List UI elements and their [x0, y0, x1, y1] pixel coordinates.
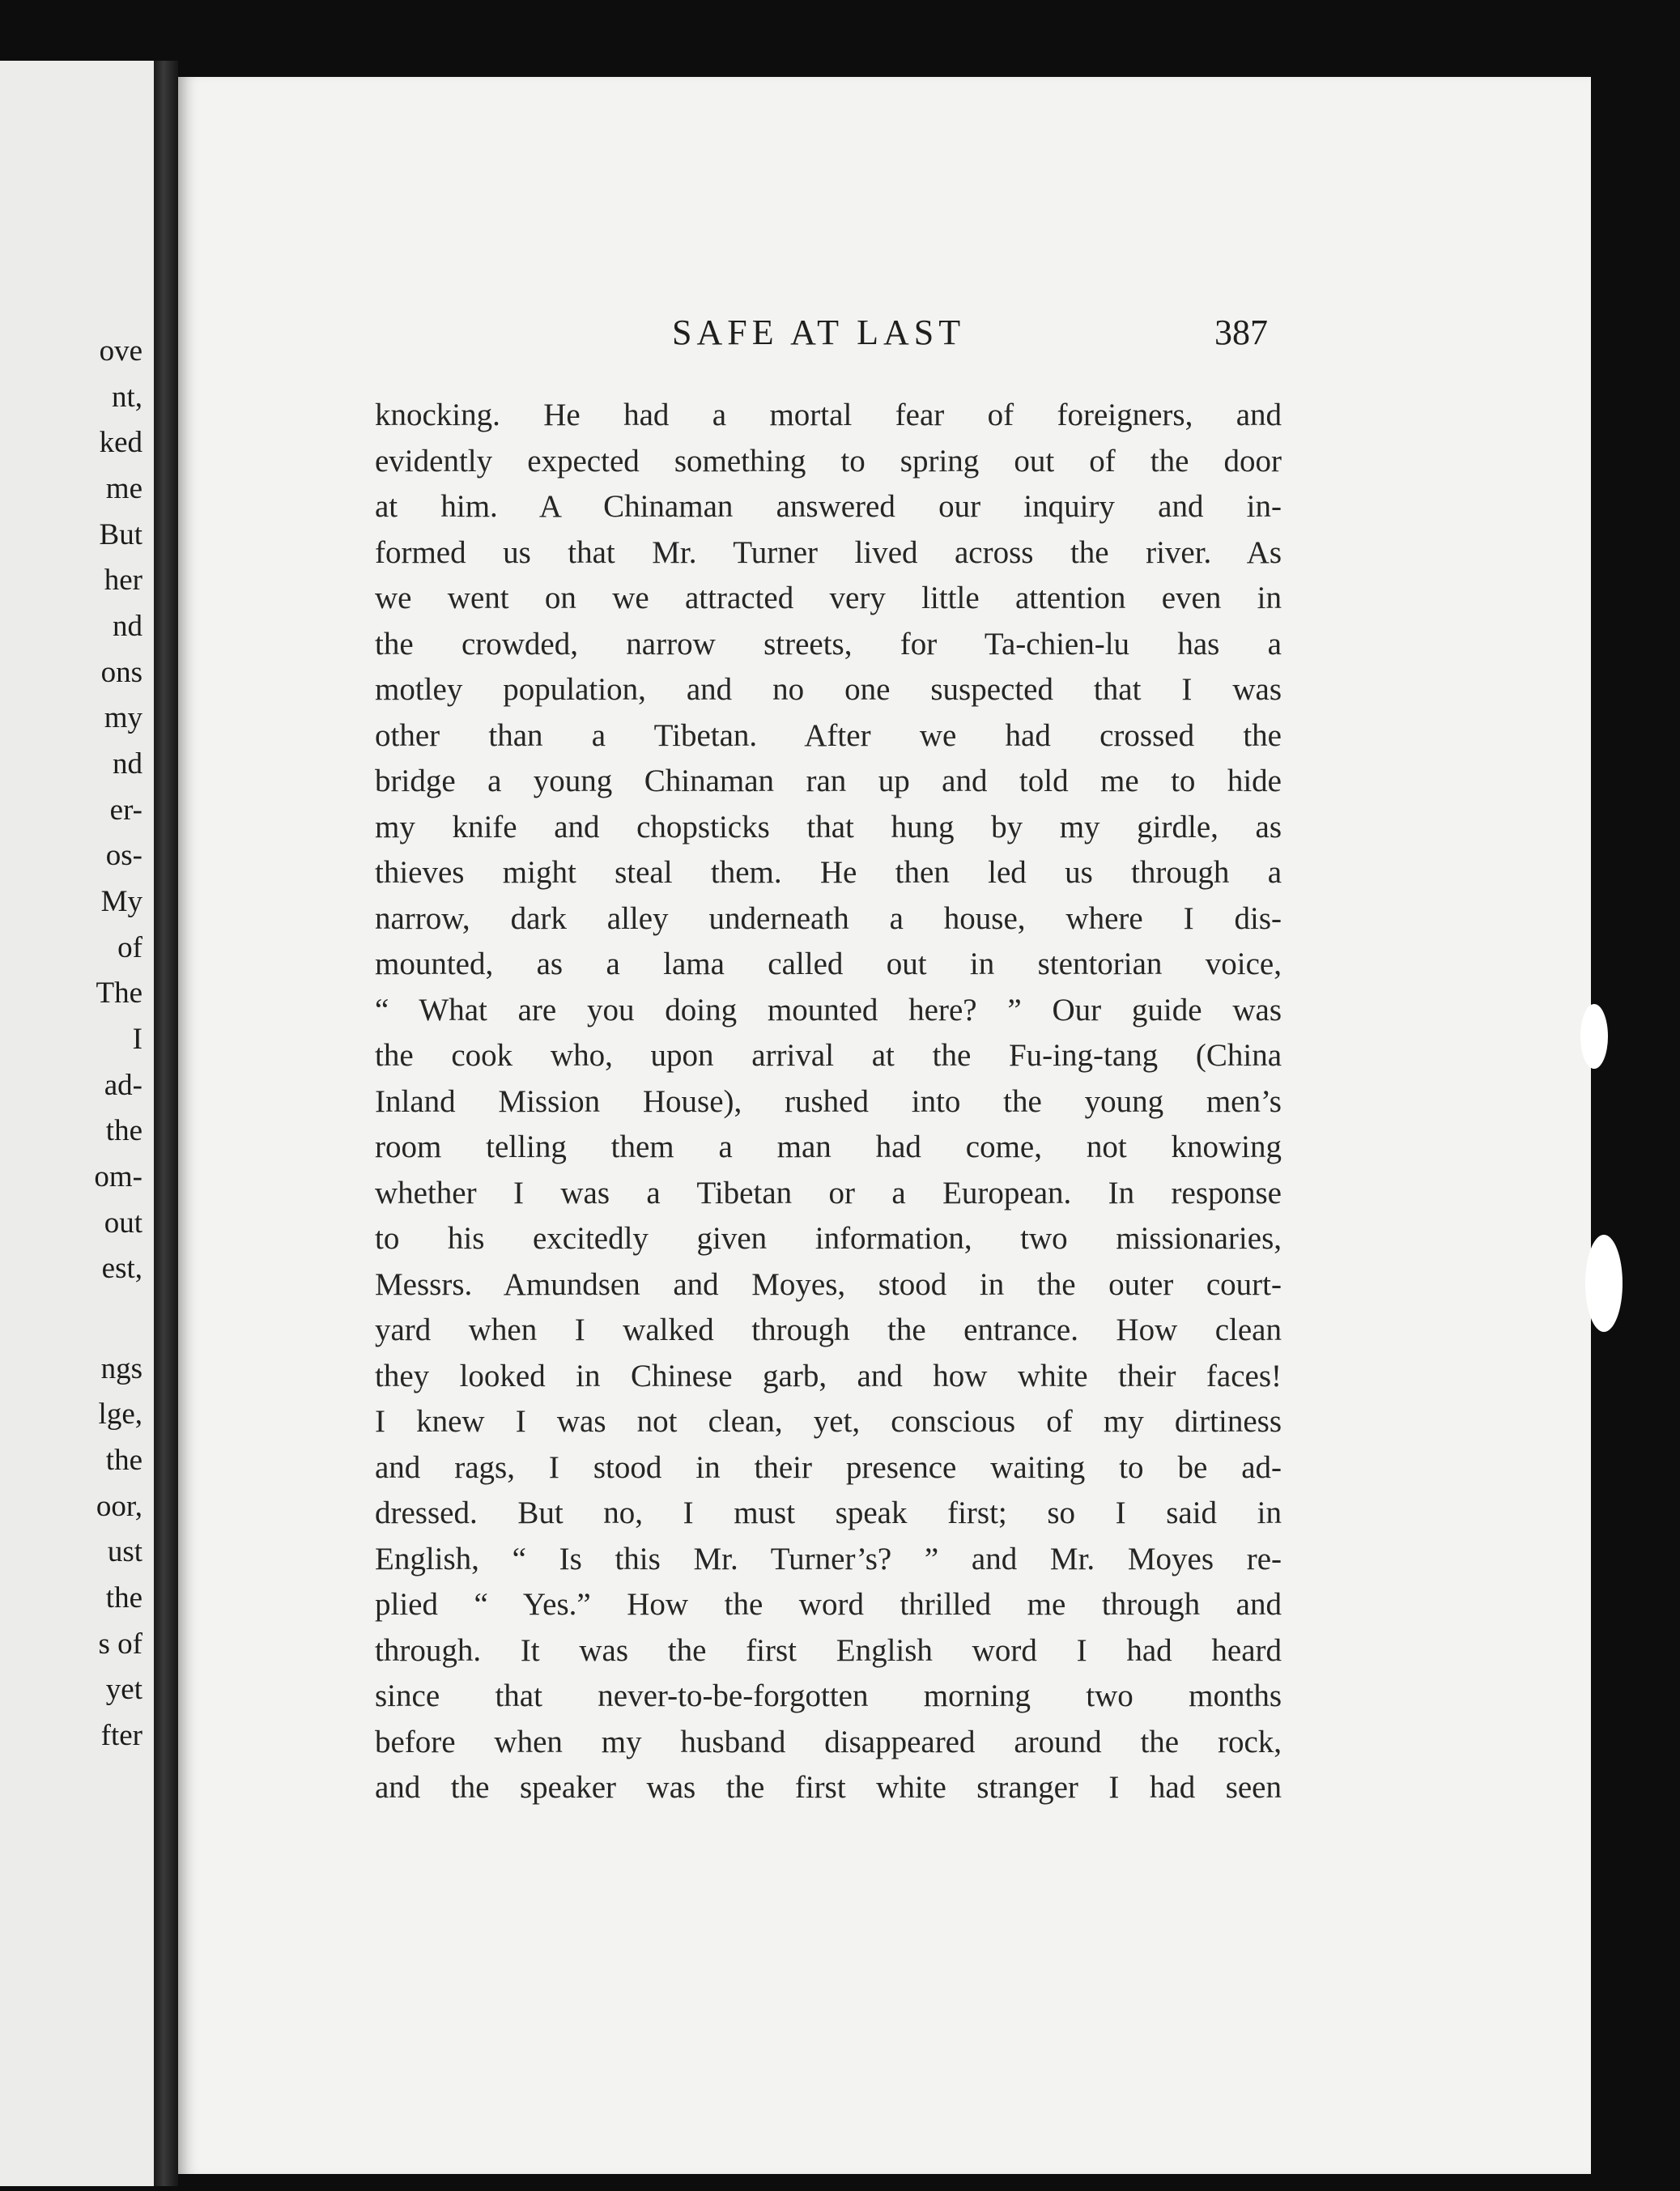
text-line: my knife and chopsticks that hung by my girdle, as: [375, 809, 1282, 844]
text-line: evidently expected something to spring out of the door: [375, 443, 1282, 479]
text-line: dressed. But no, I must speak first; so I said in: [375, 1495, 1282, 1530]
book-gutter: [154, 61, 178, 2186]
paper-damage-spot: [1580, 1004, 1608, 1069]
text-line: since that never-to-be-forgotten morning two months: [375, 1678, 1282, 1713]
left-page-fragment: yet: [105, 1673, 142, 1706]
text-line: plied “ Yes.” How the word thrilled me through and: [375, 1587, 1282, 1622]
text-line: and rags, I stood in their presence waiting to be ad-: [375, 1449, 1282, 1485]
left-page-fragment: I: [132, 1023, 142, 1056]
left-page-fragment: me: [105, 472, 142, 505]
text-line: the cook who, upon arrival at the Fu-ing-tang (China: [375, 1038, 1282, 1073]
body-text: [375, 393, 1282, 1811]
text-line: English, “ Is this Mr. Turner’s? ” and Mr. Moyes re-: [375, 1541, 1282, 1576]
book-page: [178, 77, 1591, 2174]
text-line: before when my husband disappeared around the rock,: [375, 1724, 1282, 1759]
text-line: we went on we attracted very little attention even in: [375, 581, 1282, 615]
text-line: Messrs. Amundsen and Moyes, stood in the outer court-: [375, 1266, 1282, 1302]
text-line: formed us that Mr. Turner lived across the river. As: [375, 534, 1282, 570]
text-line: knocking. He had a mortal fear of foreigners, and: [375, 398, 1282, 432]
left-page-fragment: out: [104, 1206, 142, 1240]
left-page-fragment: lge,: [98, 1398, 142, 1431]
text-line: narrow, dark alley underneath a house, where I dis-: [375, 900, 1282, 936]
text-line: mounted, as a lama called out in stentorian voice,: [375, 947, 1282, 981]
left-page-fragment: the: [105, 1444, 142, 1477]
left-page-fragment: of: [117, 931, 142, 964]
left-page-fragment: est,: [101, 1252, 142, 1285]
left-page-fragment: The: [96, 976, 142, 1010]
left-page-fragment: nd: [113, 610, 142, 643]
left-page-fragment: s of: [98, 1627, 142, 1661]
left-page-fragment: nd: [113, 747, 142, 781]
left-page-fragment: ad-: [104, 1069, 142, 1102]
text-line: at him. A Chinaman answered our inquiry and in-: [375, 489, 1282, 524]
left-page-fragment: ngs: [100, 1352, 142, 1385]
text-line: room telling them a man had come, not knowing: [375, 1130, 1282, 1164]
text-line: yard when I walked through the entrance. How clean: [375, 1312, 1282, 1347]
text-line: Inland Mission House), rushed into the young men’s: [375, 1083, 1282, 1119]
text-line: to his excitedly given information, two missionaries,: [375, 1221, 1282, 1256]
left-page-fragment: My: [100, 885, 142, 918]
left-page-fragment: om-: [94, 1160, 142, 1193]
left-page-fragment: my: [104, 701, 142, 734]
text-line: bridge a young Chinaman ran up and told me to hide: [375, 764, 1282, 798]
page-number: 387: [1214, 313, 1268, 352]
paper-damage-spot: [1585, 1235, 1623, 1332]
left-page-edge: [0, 61, 154, 2186]
left-page-fragment: ked: [99, 426, 142, 459]
left-page-fragment: os-: [105, 839, 142, 872]
text-line: “ What are you doing mounted here? ” Our guide was: [375, 992, 1282, 1027]
text-line: motley population, and no one suspected that I was: [375, 672, 1282, 707]
left-page-fragment: ons: [100, 656, 142, 689]
left-page-fragment: But: [99, 518, 142, 551]
left-page-fragment: the: [105, 1581, 142, 1615]
text-line: I knew I was not clean, yet, conscious of my dirtiness: [375, 1404, 1282, 1439]
text-line: and the speaker was the first white stranger I had seen: [375, 1770, 1282, 1805]
left-page-fragment: her: [104, 564, 142, 597]
running-title: SAFE AT LAST: [672, 313, 966, 352]
text-line: thieves might steal them. He then led us through a: [375, 855, 1282, 890]
text-line: they looked in Chinese garb, and how white their faces!: [375, 1358, 1282, 1393]
running-head: [178, 312, 1591, 354]
left-page-fragment: fter: [100, 1719, 142, 1752]
text-line: through. It was the first English word I had heard: [375, 1632, 1282, 1668]
left-page-fragment: the: [105, 1114, 142, 1147]
left-page-fragment: ust: [107, 1535, 142, 1568]
left-page-fragment: oor,: [96, 1490, 142, 1523]
text-line: whether I was a Tibetan or a European. In response: [375, 1175, 1282, 1210]
text-line: other than a Tibetan. After we had crossed the: [375, 717, 1282, 753]
left-page-fragment: nt,: [111, 381, 142, 414]
text-line: the crowded, narrow streets, for Ta-chien-lu has a: [375, 626, 1282, 662]
left-page-fragment: er-: [109, 793, 142, 827]
left-page-fragment: ove: [99, 334, 142, 368]
